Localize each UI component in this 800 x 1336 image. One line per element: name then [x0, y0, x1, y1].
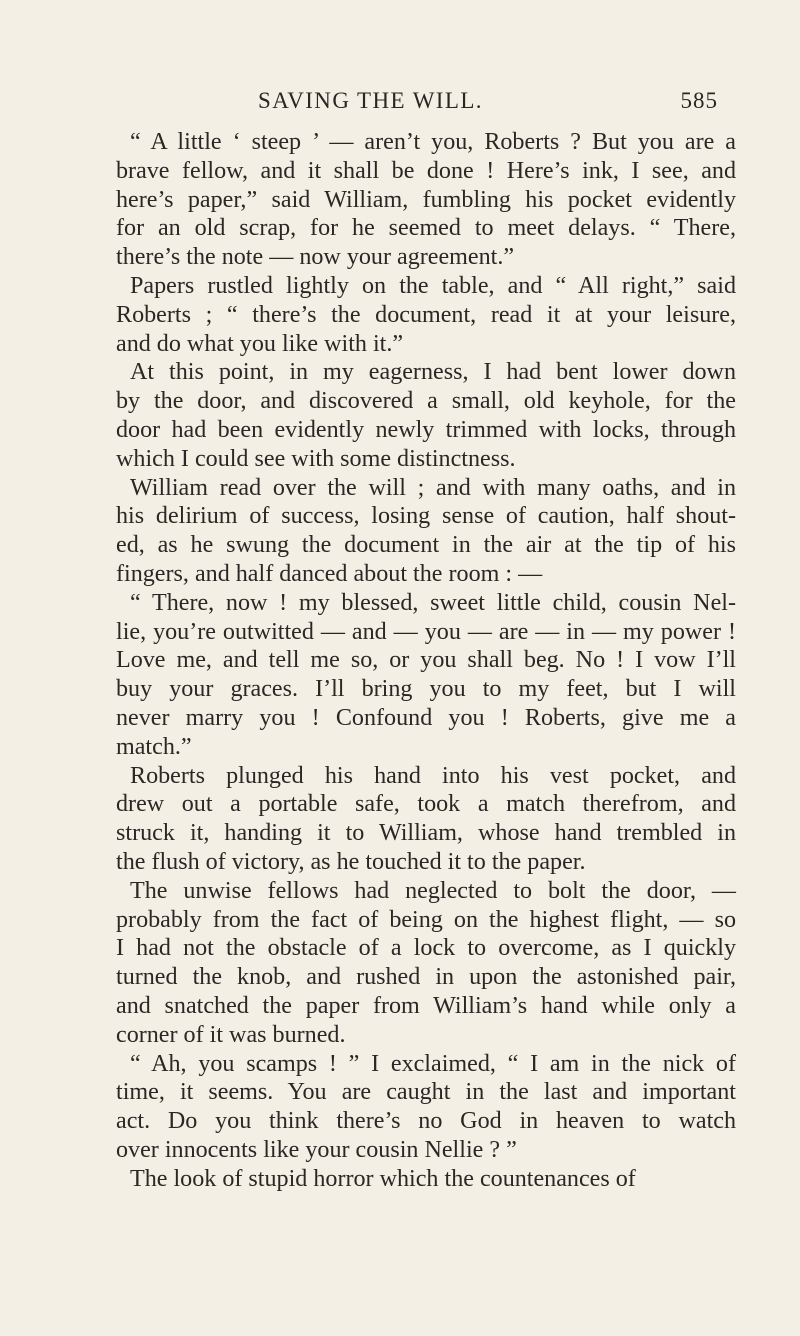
- text-line: time, it seems. You are caught in the last and important: [116, 1079, 736, 1106]
- text-line: “ There, now ! my blessed, sweet little child, cousin Nel-: [130, 589, 736, 616]
- text-line: lie, you’re outwitted — and — you — are — in — my power !: [116, 618, 736, 645]
- text-line: Love me, and tell me so, or you shall beg. No ! I vow I’ll: [116, 647, 736, 674]
- text-line: here’s paper,” said William, fumbling his pocket evidently: [116, 186, 736, 213]
- text-line: never marry you ! Confound you ! Roberts, give me a: [116, 704, 736, 731]
- text-line: Roberts ; “ there’s the document, read it at your leisure,: [116, 301, 736, 328]
- running-title: SAVING THE WILL.: [258, 88, 483, 113]
- text-line: The look of stupid horror which the countenances of: [130, 1165, 636, 1192]
- text-line: probably from the fact of being on the highest flight, — so: [116, 906, 736, 933]
- text-line: there’s the note — now your agreement.”: [116, 244, 515, 271]
- text-line: for an old scrap, for he seemed to meet delays. “ There,: [116, 215, 736, 242]
- text-line: over innocents like your cousin Nellie ? ”: [116, 1136, 517, 1163]
- text-line: by the door, and discovered a small, old keyhole, for the: [116, 388, 736, 415]
- text-line: fingers, and half danced about the room : —: [116, 560, 543, 587]
- text-line: “ A little ‘ steep ’ — aren’t you, Roberts ? But you are a: [130, 129, 736, 155]
- text-line: match.”: [116, 733, 192, 760]
- text-line: Papers rustled lightly on the table, and “ All right,” said: [130, 272, 736, 299]
- text-line: William read over the will ; and with many oaths, and in: [130, 474, 736, 501]
- text-line: his delirium of success, losing sense of caution, half shout-: [116, 503, 736, 530]
- text-line: corner of it was burned.: [116, 1021, 346, 1048]
- text-line: ed, as he swung the document in the air at the tip of his: [116, 532, 736, 559]
- text-line: Roberts plunged his hand into his vest pocket, and: [130, 762, 736, 789]
- text-line: The unwise fellows had neglected to bolt the door, —: [130, 877, 736, 904]
- text-line: and do what you like with it.”: [116, 330, 404, 357]
- page-number: 585: [680, 88, 718, 113]
- text-line: drew out a portable safe, took a match therefrom, and: [116, 791, 736, 818]
- body-text: [116, 128, 736, 1193]
- text-line: At this point, in my eagerness, I had bent lower down: [130, 359, 736, 386]
- text-line: buy your graces. I’ll bring you to my feet, but I will: [116, 676, 736, 703]
- text-line: door had been evidently newly trimmed with locks, through: [116, 416, 736, 443]
- text-line: I had not the obstacle of a lock to overcome, as I quickly: [116, 935, 736, 962]
- text-line: brave fellow, and it shall be done ! Here’s ink, I see, and: [116, 157, 736, 184]
- text-line: “ Ah, you scamps ! ” I exclaimed, “ I am in the nick of: [130, 1050, 736, 1077]
- text-line: the flush of victory, as he touched it to the paper.: [116, 848, 586, 875]
- text-line: turned the knob, and rushed in upon the astonished pair,: [116, 964, 736, 991]
- text-line: and snatched the paper from William’s hand while only a: [116, 992, 736, 1019]
- text-line: struck it, handing it to William, whose hand trembled in: [116, 820, 736, 847]
- text-line: act. Do you think there’s no God in heaven to watch: [116, 1108, 736, 1135]
- text-line: which I could see with some distinctness.: [116, 445, 516, 472]
- running-head: [108, 88, 718, 122]
